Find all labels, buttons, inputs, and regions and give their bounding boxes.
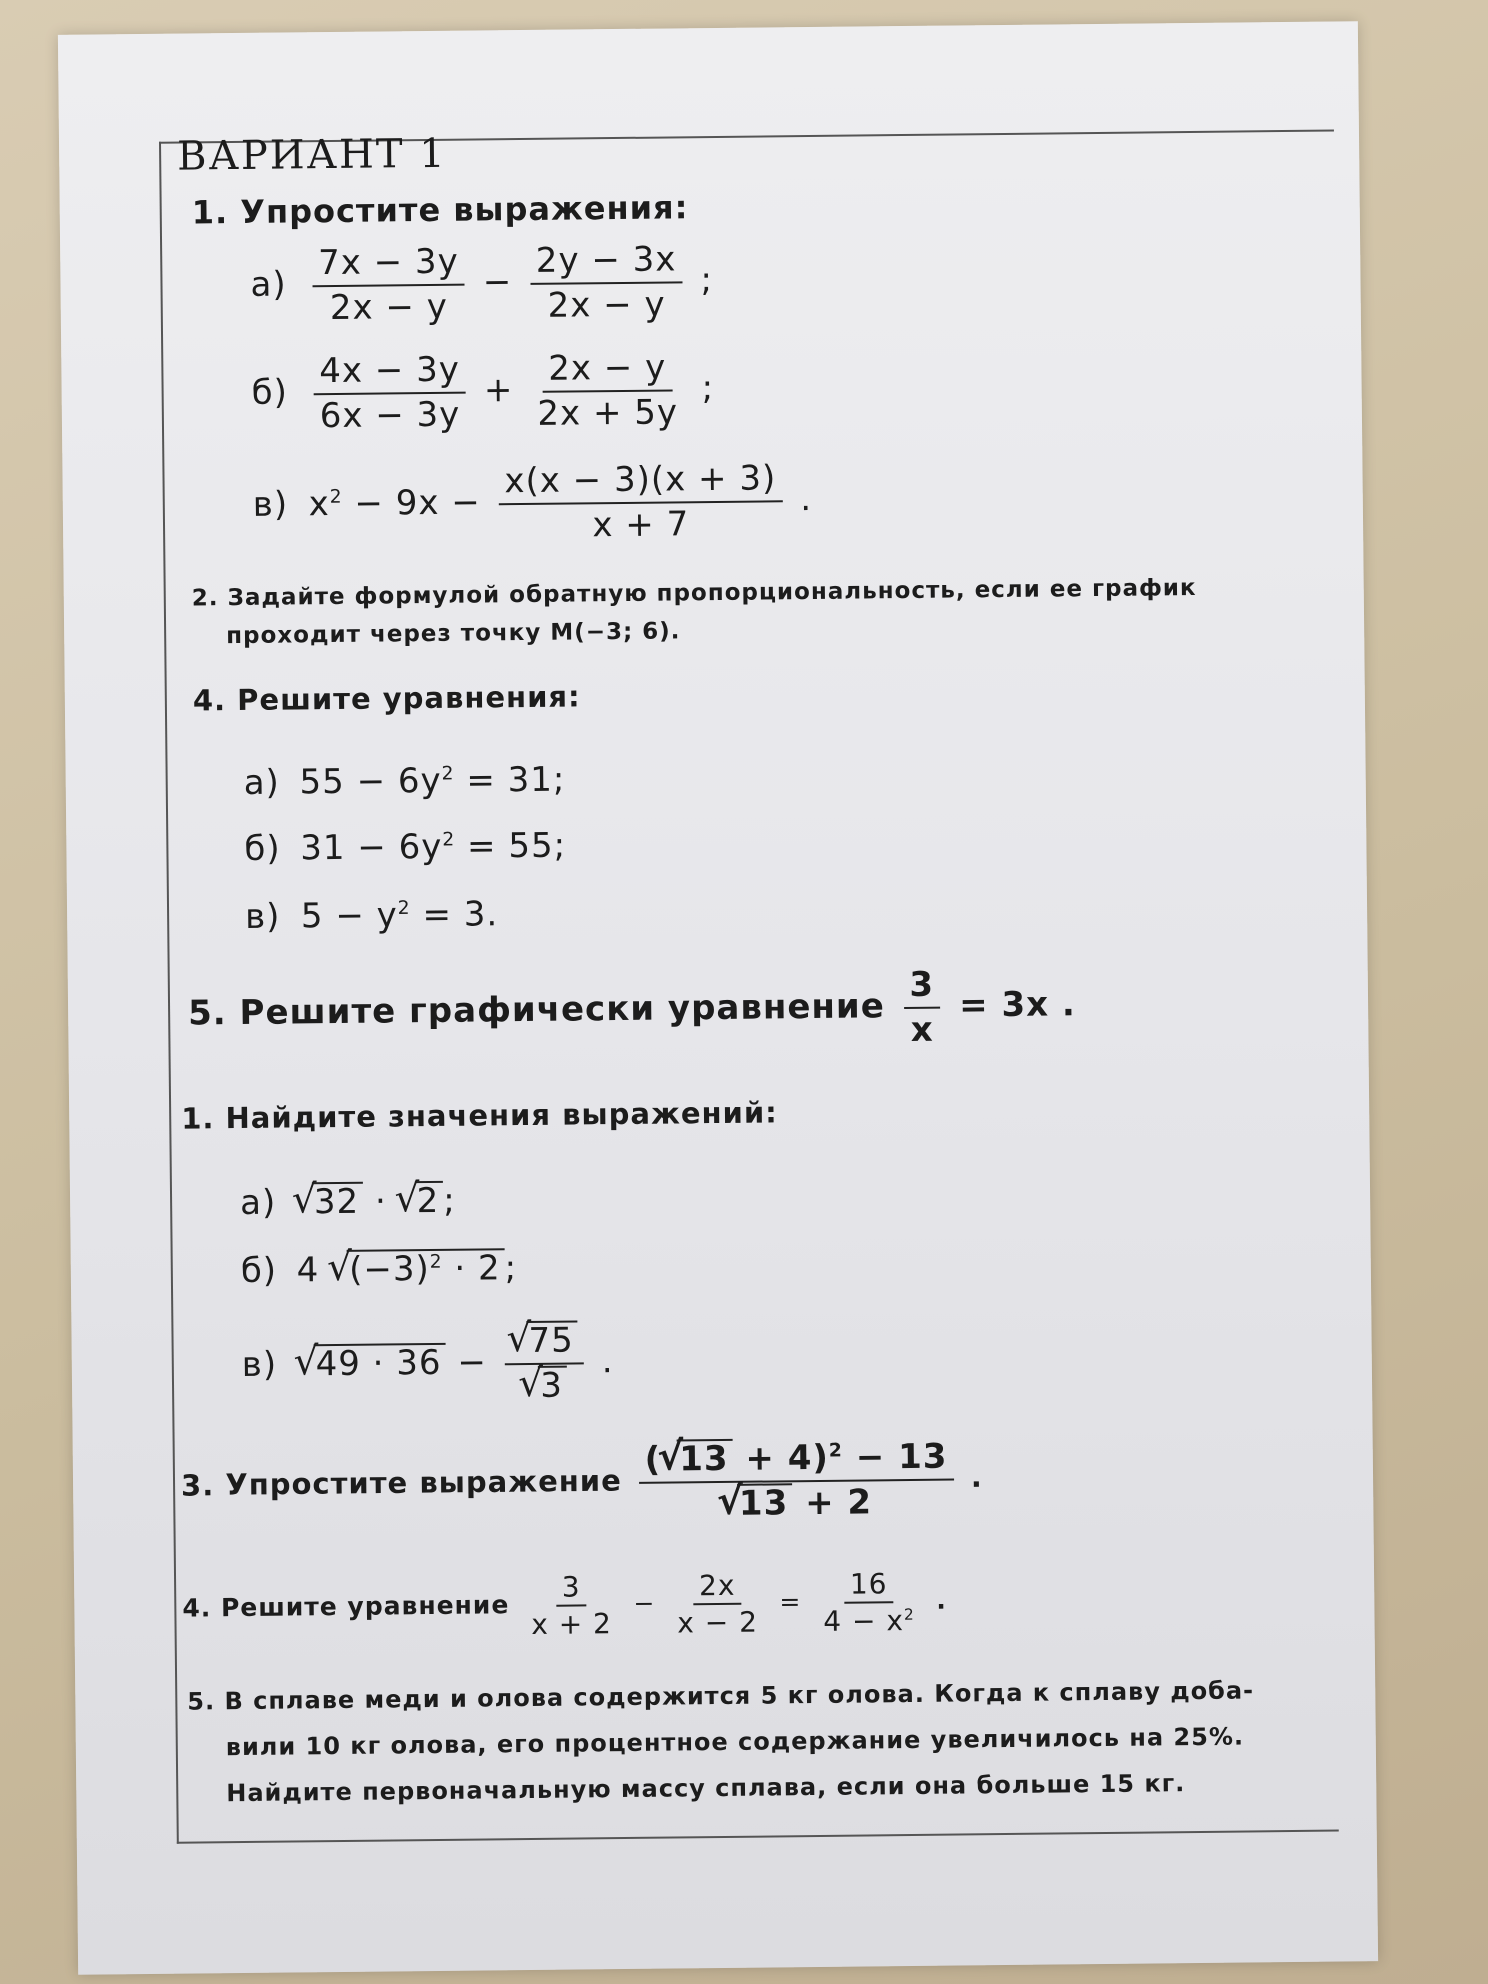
part2-task-1-heading: 1. Найдите значения выражений: <box>181 1095 778 1136</box>
fraction: $\frac{3}{x + 2}$ <box>531 1570 613 1641</box>
part2-task-5-line2: вили 10 кг олова, его процентное содержание увеличилось на 25%. <box>225 1722 1245 1762</box>
task-2: 2. Задайте формулой обратную пропорциональность, если ее график <box>191 574 1197 612</box>
task-4a: а) $55 - 6y^2 = 31$; <box>243 759 566 803</box>
task-5: 5. Решите графически уравнение $\frac{3}{x}$ = 3x . <box>187 964 1077 1050</box>
task-1b: б) $\frac{4x - 3y}{6x - 3y}$ + $\frac{2x - y}{2x + 5y}$ ; <box>251 347 715 436</box>
part2-task-4: 4. Решите уравнение $\frac{3}{x + 2}$ − $\frac{2x}{x - 2}$ = $\frac{16}{4 - x^2}$ . <box>182 1567 947 1641</box>
task-1-heading: 1. Упростите выражения: <box>191 188 689 232</box>
task-4c: в) $5 - y^2 = 3$. <box>244 894 499 937</box>
task-1c: в) $x^2 - 9x$ − $\frac{x(x - 3)(x + 3)}{x + 7}$ . <box>252 457 812 550</box>
part2-task-1a: а) √ 32 · √ 2 ; <box>240 1181 456 1223</box>
radical: √ $(-3)^2 \cdot 2$ <box>347 1248 505 1289</box>
worksheet-page <box>58 21 1378 1975</box>
variant-title: ВАРИАНТ 1 <box>176 130 447 180</box>
task-2-line2: проходит через точку M(−3; 6). <box>226 618 681 650</box>
fraction: $\frac{2y - 3x}{2x - y}$ <box>530 238 684 327</box>
fraction: $\frac{3}{x}$ <box>903 964 941 1051</box>
fraction: $\frac{2x}{x - 2}$ <box>677 1568 759 1640</box>
part2-task-5-line3: Найдите первоначальную массу сплава, если она больше 15 кг. <box>226 1769 1186 1808</box>
fraction: $\frac{4x - 3y}{6x - 3y}$ <box>313 349 467 438</box>
task-4-heading: 4. Решите уравнения: <box>192 679 581 718</box>
part2-task-1b: б) 4 √ $(-3)^2 \cdot 2$ ; <box>241 1248 518 1291</box>
fraction: √ 75 √ 3 <box>504 1319 584 1407</box>
part2-task-5: 5. В сплаве меди и олова содержится 5 кг олова. Когда к сплаву доба- <box>187 1676 1255 1716</box>
part2-task-3: 3. Упростите выражение (√ 13 + 4)$^2$ − 13 √ 13 + 2 . <box>181 1435 984 1530</box>
part2-task-1c: в) √ 49 · 36 − √ 75 √ 3 . <box>241 1319 614 1410</box>
fraction: $\frac{7x - 3y}{2x - y}$ <box>312 241 466 330</box>
fraction: (√ 13 + 4)$^2$ − 13 √ 13 + 2 <box>638 1436 954 1526</box>
fraction: $\frac{2x - y}{2x + 5y}$ <box>537 347 679 434</box>
task-4b: б) $31 - 6y^2 = 55$; <box>244 825 567 869</box>
task-1a: а) $\frac{7x - 3y}{2x - y}$ − $\frac{2y - 3x}{2x - y}$ ; <box>250 239 714 328</box>
fraction: $\frac{x(x - 3)(x + 3)}{x + 7}$ <box>498 457 783 547</box>
fraction: $\frac{16}{4 - x^2}$ <box>823 1567 915 1638</box>
